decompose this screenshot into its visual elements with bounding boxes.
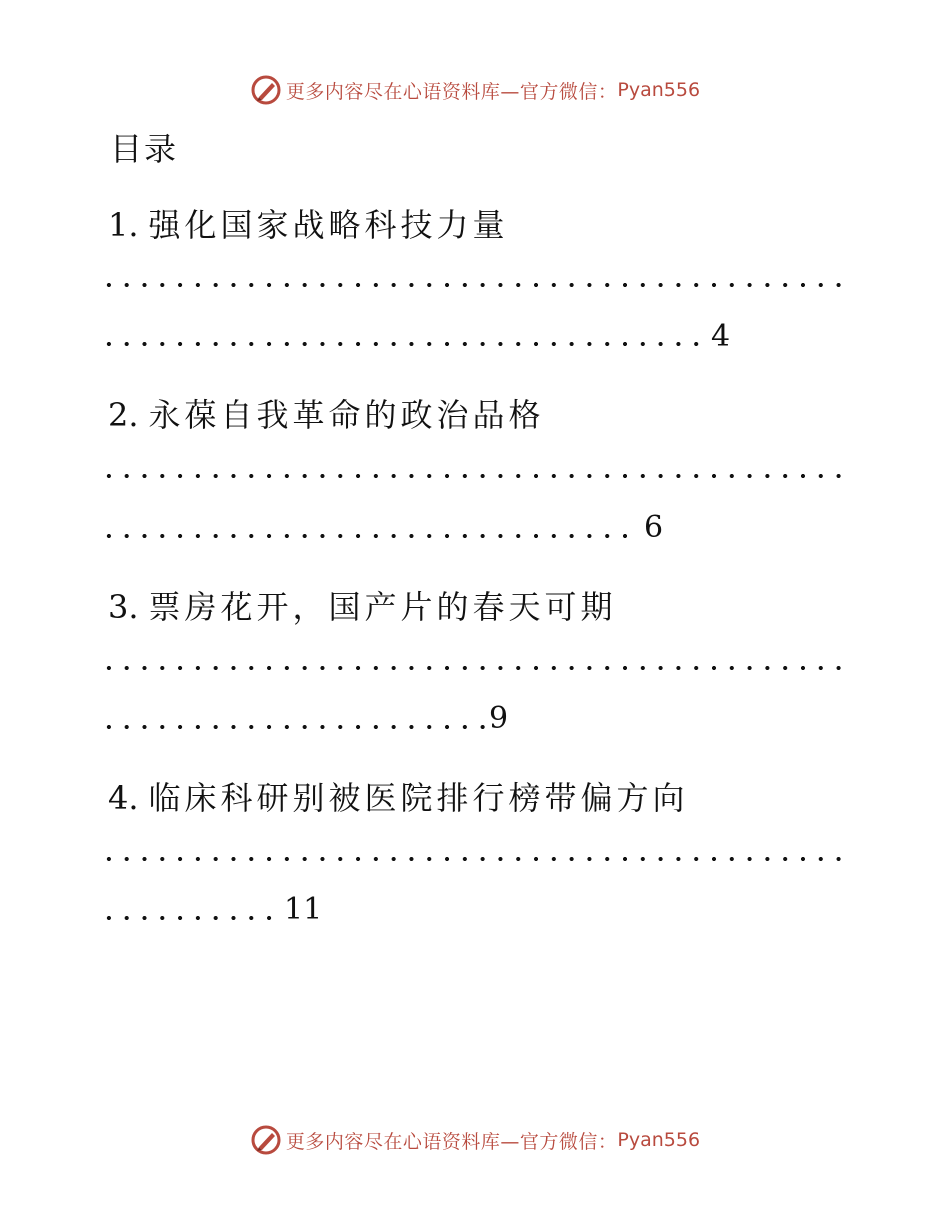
toc-entry-title[interactable] [108,200,509,246]
toc-leader-dots [100,854,845,864]
toc-page-number: 6 [644,510,664,545]
toc-title: 目录 [110,130,179,168]
toc-entry-text: 票房花开，国产片的春天可期 [148,588,617,626]
toc-page-number: 9 [489,701,509,736]
watermark-wechat-id: Pyan556 [617,79,701,101]
toc-leader-dots [100,663,845,673]
toc-entry-number: 4. [108,779,139,817]
footer-watermark [0,1120,950,1160]
toc-page-number: 11 [284,892,323,927]
watermark-text: 更多内容尽在心语资料库—官方微信： [285,1130,618,1153]
toc-leader-dots [100,913,278,923]
toc-entry-text: 临床科研别被医院排行榜带偏方向 [148,779,689,817]
toc-entry-number: 3. [108,588,139,626]
toc-entry-text: 强化国家战略科技力量 [148,206,509,244]
toc-entry-text: 永葆自我革命的政治品格 [148,396,545,434]
toc-leader-dots [100,471,845,481]
toc-leader-dots [100,722,485,732]
toc-entry-title[interactable] [108,773,689,819]
toc-entry-number: 2. [108,396,139,434]
toc-leader-dots [100,339,706,349]
pen-logo-icon [250,1124,282,1156]
toc-page-number: 4 [711,319,731,354]
pen-logo-icon [250,74,282,106]
toc-leader-dots [100,280,845,290]
header-watermark [0,70,950,110]
toc-entry-title[interactable] [108,390,545,436]
watermark-text: 更多内容尽在心语资料库—官方微信： [285,80,618,103]
watermark-wechat-id: Pyan556 [617,1129,701,1151]
toc-leader-dots [100,531,640,541]
toc-entry-title[interactable] [108,582,617,628]
toc-entry-number: 1. [108,206,139,244]
